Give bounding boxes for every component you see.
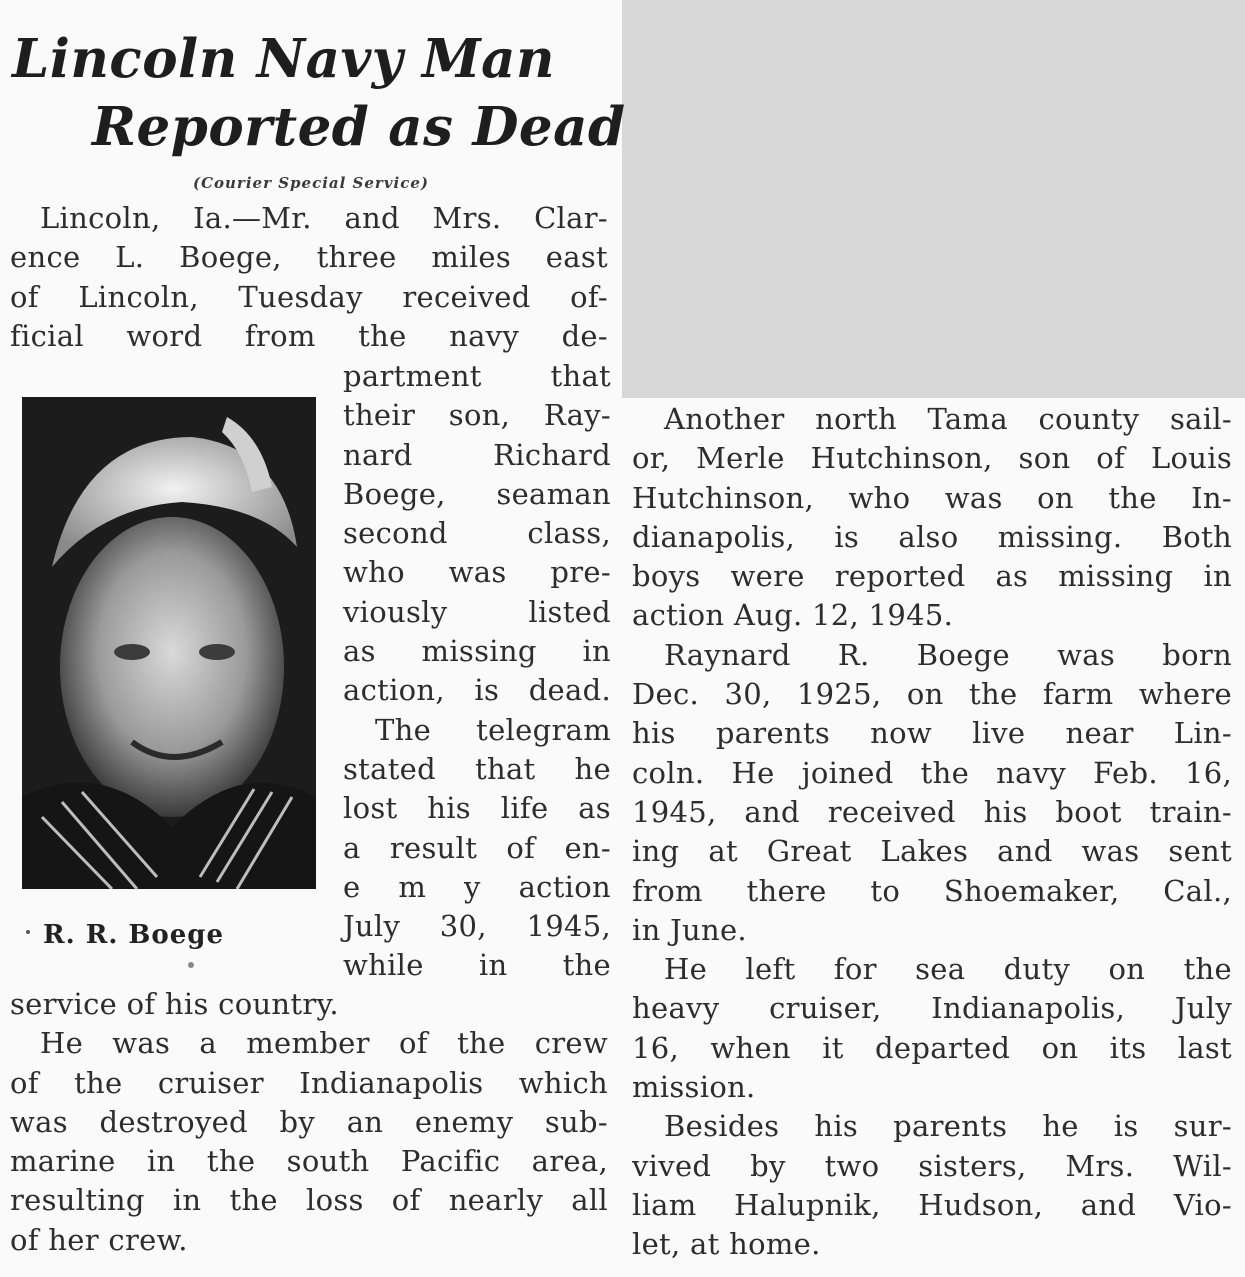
- text-line: Hutchinson, who was on the In-: [632, 480, 1232, 515]
- text-line: of her crew.: [10, 1222, 188, 1257]
- text-line: Lincoln, Ia.—Mr. and Mrs. Clar-: [40, 201, 608, 235]
- text-line: He was a member of the crew: [40, 1026, 608, 1061]
- article-column-1-top: [10, 199, 608, 356]
- text-line: his parents now live near Lin-: [632, 716, 1232, 751]
- text-line: from there to Shoemaker, Cal.,: [632, 873, 1232, 908]
- article-column-1-bottom: [10, 985, 608, 1260]
- text-line: stated that he: [343, 751, 611, 786]
- portrait-photo: [22, 397, 316, 889]
- sailor-portrait-image: [22, 397, 316, 889]
- text-line: or, Merle Hutchinson, son of Louis: [632, 441, 1232, 476]
- text-line: lost his life as: [343, 791, 611, 826]
- text-line: e m y action: [343, 869, 611, 904]
- text-line: ence L. Boege, three miles east: [10, 240, 608, 275]
- text-line: their son, Ray-: [343, 398, 611, 433]
- text-line: nard Richard: [343, 437, 611, 472]
- text-line: Dec. 30, 1925, on the farm where: [632, 677, 1232, 712]
- text-line: service of his country.: [10, 987, 339, 1021]
- text-line: 16, when it departed on its last: [632, 1030, 1232, 1065]
- text-line: let, at home.: [632, 1227, 821, 1262]
- text-line: heavy cruiser, Indianapolis, July: [632, 991, 1232, 1026]
- text-line: ficial word from the navy de-: [10, 318, 608, 353]
- text-line: a result of en-: [343, 830, 611, 865]
- text-line: was destroyed by an enemy sub-: [10, 1104, 608, 1139]
- article-column-1-narrow: [343, 357, 611, 986]
- text-line: dianapolis, is also missing. Both: [632, 519, 1232, 554]
- text-line: Another north Tama county sail-: [664, 402, 1232, 436]
- text-line: Raynard R. Boege was born: [664, 637, 1232, 672]
- headline-line-1: Lincoln Navy Man: [12, 28, 556, 90]
- text-line: action, is dead.: [343, 673, 611, 708]
- text-line: while in the: [343, 948, 611, 983]
- credit-line: (Courier Special Service): [192, 174, 430, 192]
- text-line: Besides his parents he is sur-: [664, 1109, 1232, 1144]
- text-line: marine in the south Pacific area,: [10, 1144, 608, 1179]
- text-line: He left for sea duty on the: [664, 952, 1232, 987]
- photo-caption: R. R. Boege: [43, 920, 225, 950]
- text-line: July 30, 1945,: [343, 909, 611, 944]
- text-line: 1945, and received his boot train-: [632, 794, 1232, 829]
- text-line: in June.: [632, 912, 747, 947]
- text-line: The telegram: [375, 712, 611, 747]
- text-line: ing at Great Lakes and was sent: [632, 834, 1232, 869]
- text-line: liam Halupnik, Hudson, and Vio-: [632, 1187, 1232, 1222]
- print-speck: [188, 962, 194, 968]
- article-column-2: [632, 400, 1232, 1265]
- text-line: vived by two sisters, Mrs. Wil-: [632, 1148, 1232, 1183]
- text-line: partment that: [343, 359, 611, 393]
- text-line: mission.: [632, 1070, 756, 1105]
- headline-line-2: Reported as Dead: [92, 96, 626, 158]
- text-line: boys were reported as missing in: [632, 559, 1232, 594]
- text-line: resulting in the loss of nearly all: [10, 1183, 608, 1218]
- text-line: viously listed: [343, 594, 611, 629]
- text-line: coln. He joined the navy Feb. 16,: [632, 755, 1232, 790]
- text-line: of Lincoln, Tuesday received of-: [10, 279, 608, 314]
- text-line: who was pre-: [343, 555, 611, 590]
- text-line: as missing in: [343, 634, 611, 669]
- text-line: action Aug. 12, 1945.: [632, 598, 954, 633]
- print-speck: [26, 930, 30, 934]
- text-line: of the cruiser Indianapolis which: [10, 1065, 608, 1100]
- text-line: second class,: [343, 516, 611, 551]
- text-line: Boege, seaman: [343, 476, 611, 511]
